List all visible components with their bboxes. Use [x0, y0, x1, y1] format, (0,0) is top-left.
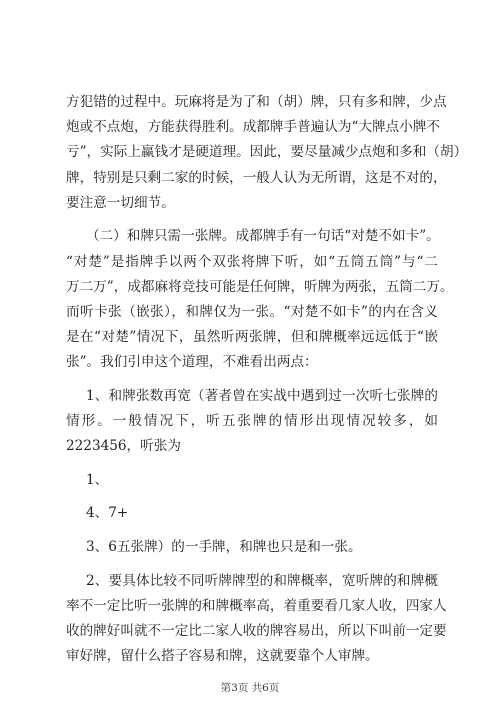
paragraph-spacer [66, 527, 438, 535]
text-line: 1、和牌张数再宽（著者曾在实战中遇到过一次听七张牌的 [86, 387, 438, 404]
paragraph [66, 468, 438, 493]
text-line: 亏”，实际上赢钱才是硬道理。因此，要尽量减少点炮和多和（胡） [66, 144, 468, 161]
paragraph-spacer [66, 560, 438, 568]
body-text [66, 90, 468, 669]
paragraph [66, 535, 438, 560]
text-line: 炮或不点炮，方能获得胜利。成都牌手普遍认为“大牌点小牌不 [66, 119, 440, 136]
paragraph [66, 569, 447, 670]
paragraph [66, 384, 438, 460]
paragraph [66, 501, 438, 526]
text-line: 万二万”，成都麻将竞技可能是任何牌，听牌为两张，五筒二万。 [66, 278, 454, 295]
paragraph-spacer [66, 493, 438, 501]
text-line: 张”。我们引申这个道理，不难看出两点： [66, 354, 318, 371]
page-footer: 第3页 共6页 [220, 682, 280, 694]
paragraph-spacer [66, 375, 438, 383]
text-line: 2223456，听张为 [66, 438, 181, 455]
text-line: “对楚”是指牌手以两个双张将牌下听，如“五筒五筒”与“二 [66, 253, 438, 270]
text-line: （二）和牌只需一张牌。成都牌手有一句话“对楚不如卡”。 [86, 228, 440, 245]
paragraph [66, 90, 468, 216]
text-line: 收的牌好叫就不一定比二家人收的牌容易出，所以下叫前一定要 [66, 622, 447, 639]
paragraph-spacer [66, 216, 438, 224]
text-line: 1、 [86, 471, 109, 488]
text-line: 情形。一般情况下，听五张牌的情形出现情况较多，如 [66, 413, 438, 430]
text-line: 4、7+ [86, 505, 129, 522]
text-line: 审好牌，留什么搭子容易和牌，这就要靠个人审牌。 [66, 648, 379, 665]
text-line: 牌，特别是只剩二家的时候，一般人认为无所谓，这是不对的， [66, 169, 447, 186]
text-line: 率不一定比听一张牌的和牌概率高，着重要看几家人收，四家人 [66, 597, 447, 614]
text-line: 方犯错的过程中。玩麻将是为了和（胡）牌，只有多和牌，少点 [66, 94, 447, 110]
paragraph-spacer [66, 459, 438, 467]
text-line: 要注意一切细节。 [66, 194, 175, 211]
text-line: 2、要具体比较不同听牌牌型的和牌概率，宽听牌的和牌概 [86, 572, 438, 589]
text-line: 而听卡张（嵌张），和牌仅为一张。“对楚不如卡”的内在含义 [66, 303, 438, 320]
text-line: 3、6五张牌）的一手牌，和牌也只是和一张。 [86, 538, 362, 555]
text-line: 是在“对楚”情况下，虽然听两张牌，但和牌概率远远低于“嵌 [66, 329, 438, 346]
paragraph [66, 224, 454, 375]
